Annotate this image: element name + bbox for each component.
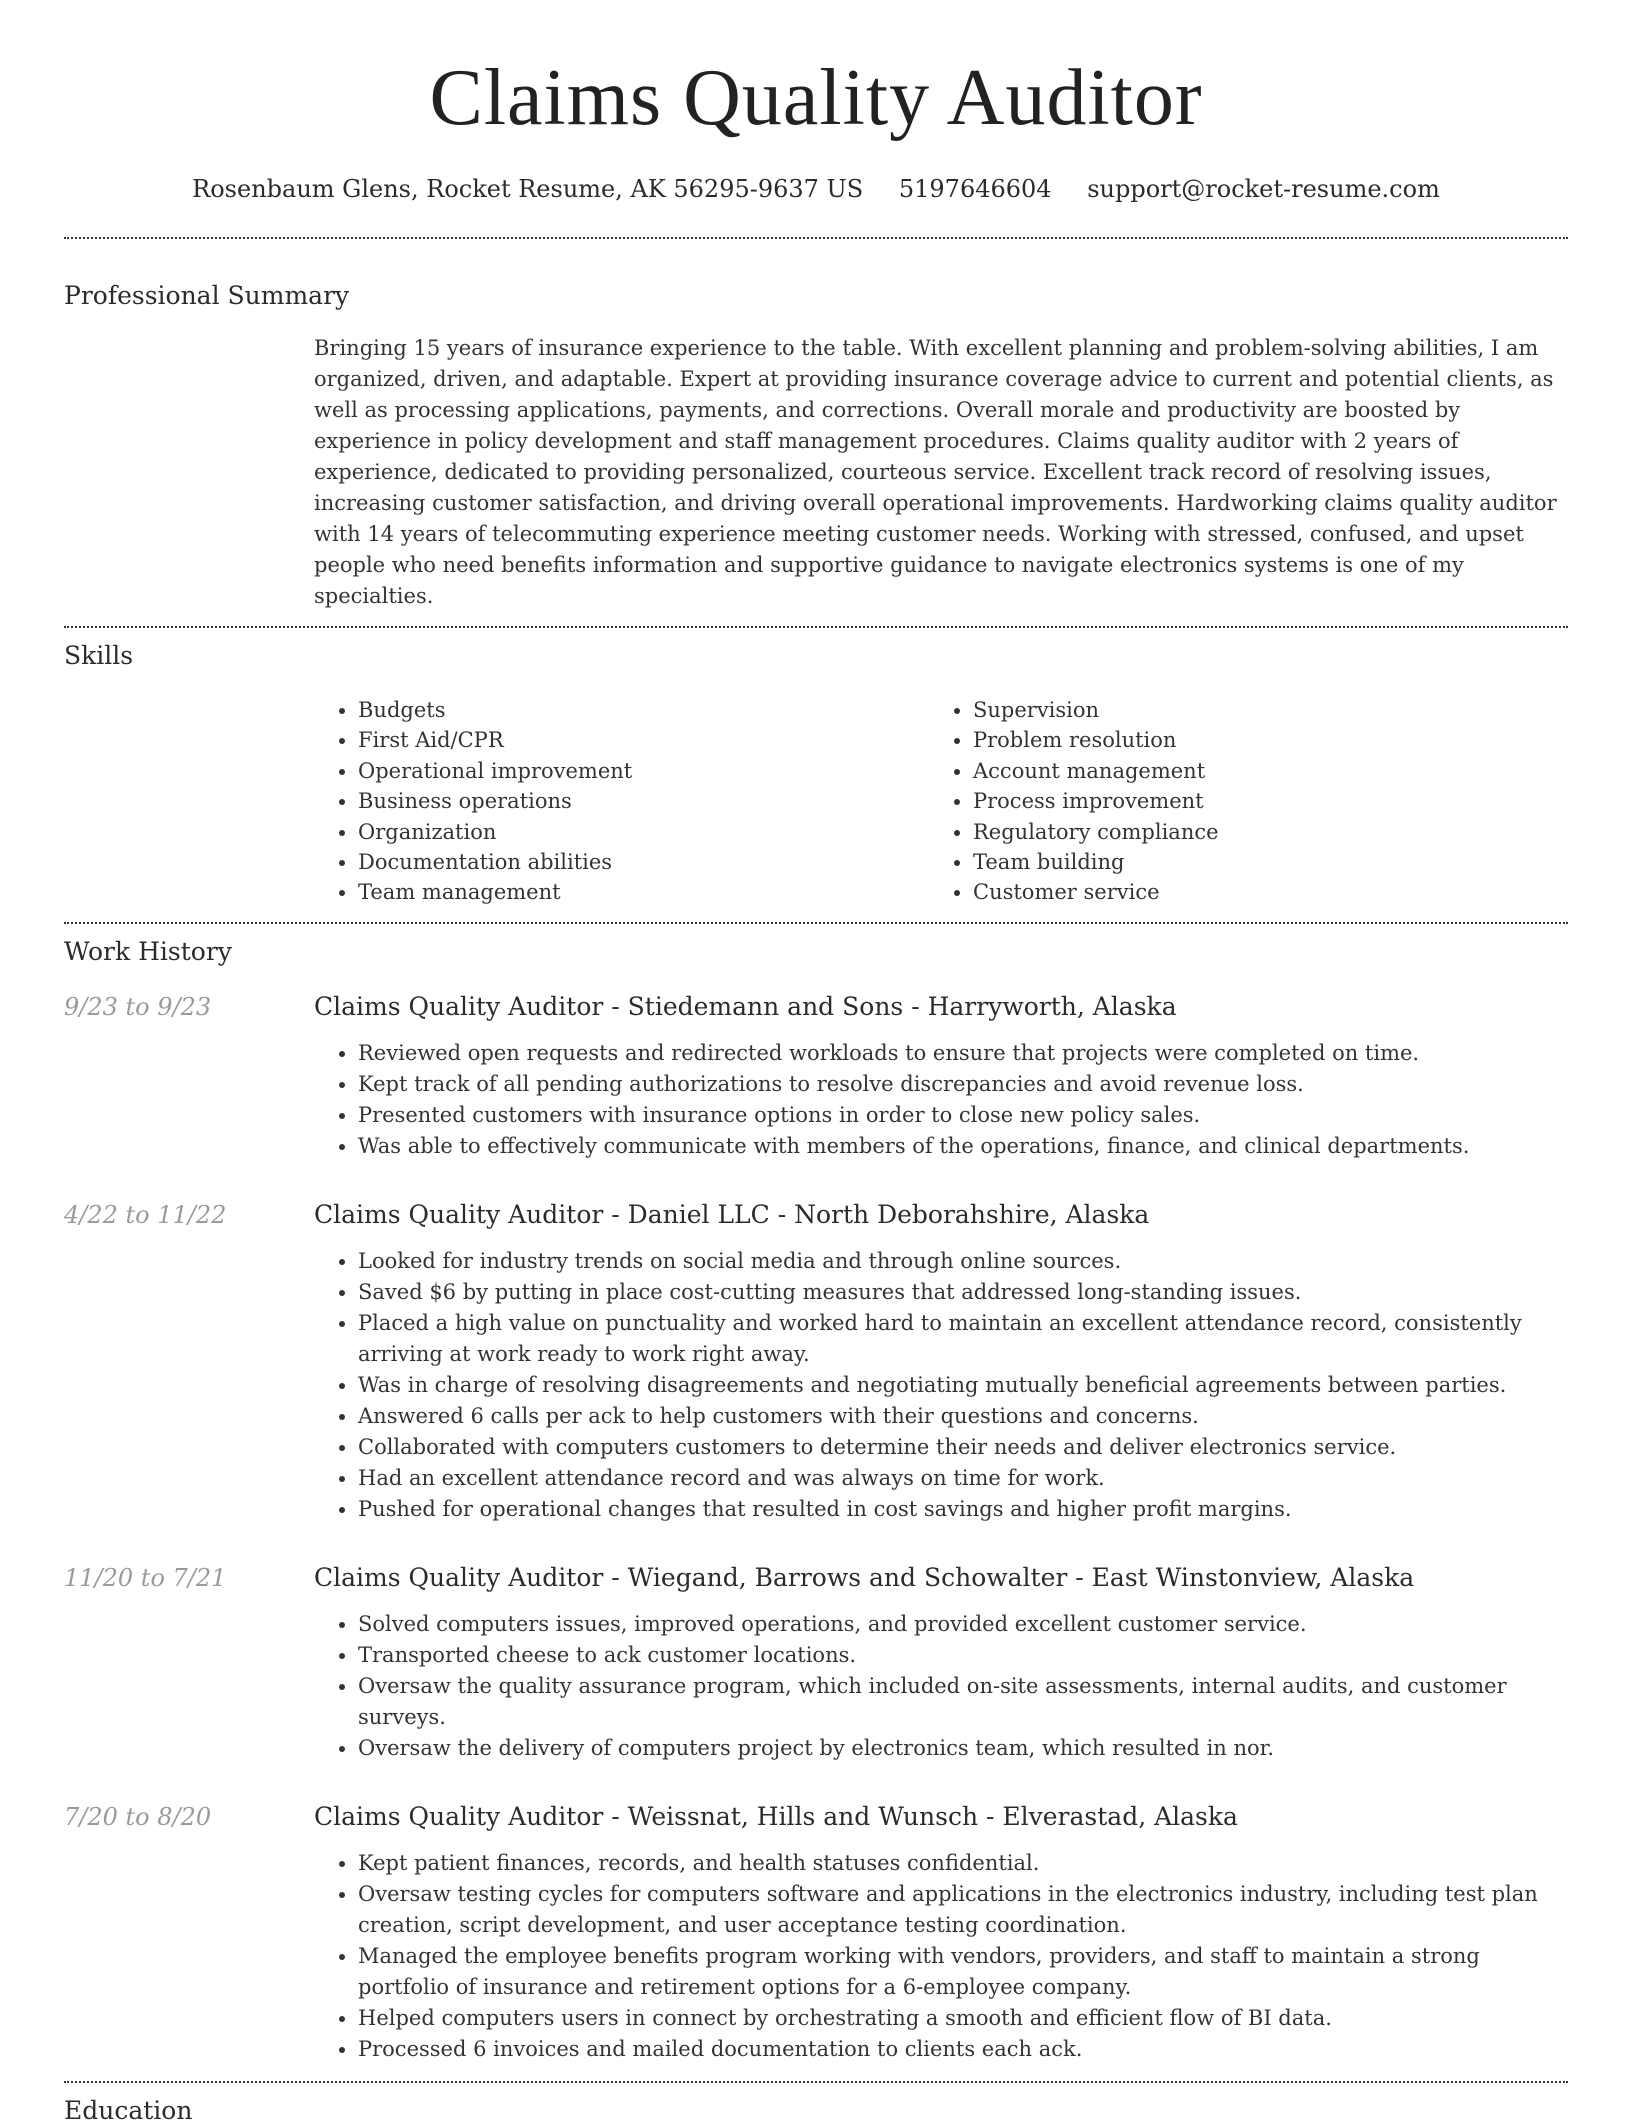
job-dates: 7/20 to 8/20 xyxy=(64,1802,212,1831)
skill-item: • Customer service xyxy=(973,877,1544,907)
skill-item: • Operational improvement xyxy=(358,756,929,786)
job-bullet: • Answered 6 calls per ack to help customers with their questions and concerns. xyxy=(358,1401,1568,1432)
divider xyxy=(64,922,1568,924)
job-details xyxy=(314,1802,1568,2065)
job-bullet: • Had an excellent attendance record and was always on time for work. xyxy=(358,1463,1568,1494)
skills-column-left xyxy=(314,695,929,908)
job-bullet: • Looked for industry trends on social media and through online sources. xyxy=(358,1246,1568,1277)
job-bullet: • Placed a high value on punctuality and worked hard to maintain an excellent attendance record, consistently arriving at work ready to work right away. xyxy=(358,1308,1568,1370)
job-details xyxy=(314,992,1568,1162)
contact-line xyxy=(64,175,1568,203)
job-bullet: • Saved $6 by putting in place cost-cutting measures that addressed long-standing issues. xyxy=(358,1277,1568,1308)
job-bullet: • Was able to effectively communicate with members of the operations, finance, and clinical departments. xyxy=(358,1131,1568,1162)
skill-item: • Team management xyxy=(358,877,929,907)
divider xyxy=(64,2081,1568,2083)
work-history-list xyxy=(64,992,1568,2065)
job-title: Claims Quality Auditor - Weissnat, Hills and Wunsch - Elverastad, Alaska xyxy=(314,1801,1238,1831)
skill-item: • First Aid/CPR xyxy=(358,725,929,755)
job-bullet: • Processed 6 invoices and mailed documentation to clients each ack. xyxy=(358,2034,1568,2065)
job-bullet: • Collaborated with computers customers to determine their needs and deliver electronics service. xyxy=(358,1432,1568,1463)
skill-item: • Budgets xyxy=(358,695,929,725)
job-dates: 9/23 to 9/23 xyxy=(64,992,212,1021)
job-bullets xyxy=(314,1848,1568,2065)
job-bullet: • Transported cheese to ack customer locations. xyxy=(358,1640,1568,1671)
contact-email: support@rocket-resume.com xyxy=(1087,175,1440,203)
contact-phone: 5197646604 xyxy=(898,175,1052,203)
job-entry xyxy=(64,992,1568,1162)
job-bullets xyxy=(314,1609,1568,1764)
job-title: Claims Quality Auditor - Wiegand, Barrows and Schowalter - East Winstonview, Alaska xyxy=(314,1562,1415,1592)
contact-address: Rosenbaum Glens, Rocket Resume, AK 56295-9637 US xyxy=(192,175,864,203)
summary-text: Bringing 15 years of insurance experience to the table. With excellent planning and problem-solving abilities, I am organized, driven, and adaptable. Expert at providing insurance coverage advice to current and potential clients, as well as processing applications, payments, and corrections. Overall morale and productivity are boosted by experience in policy development and staff management procedures. Claims quality auditor with 2 years of experience, dedicated to providing personalized, courteous service. Excellent track record of resolving issues, increasing customer satisfaction, and driving overall operational improvements. Hardworking claims quality auditor with 14 years of telecommuting experience meeting customer needs. Working with stressed, confused, and upset people who need benefits information and supportive guidance to navigate electronics systems is one of my specialties. xyxy=(314,336,1557,608)
section-title-work: Work History xyxy=(64,936,232,966)
job-entry xyxy=(64,1563,1568,1764)
section-title-skills: Skills xyxy=(64,641,134,670)
job-bullet: • Kept patient finances, records, and health statuses confidential. xyxy=(358,1848,1568,1879)
divider xyxy=(64,237,1568,239)
job-bullet: • Oversaw the delivery of computers project by electronics team, which resulted in nor. xyxy=(358,1733,1568,1764)
job-bullets xyxy=(314,1038,1568,1162)
skill-item: • Supervision xyxy=(973,695,1544,725)
section-title-summary: Professional Summary xyxy=(64,281,350,310)
section-title-education: Education xyxy=(64,2095,193,2125)
job-bullet: • Kept track of all pending authorizations to resolve discrepancies and avoid revenue loss. xyxy=(358,1069,1568,1100)
skill-item: • Regulatory compliance xyxy=(973,817,1544,847)
job-bullet: • Helped computers users in connect by orchestrating a smooth and efficient flow of BI data. xyxy=(358,2003,1568,2034)
job-entry xyxy=(64,1200,1568,1525)
job-bullet: • Managed the employee benefits program working with vendors, providers, and staff to maintain a strong portfolio of insurance and retirement options for a 6-employee company. xyxy=(358,1941,1568,2003)
job-bullet: • Pushed for operational changes that resulted in cost savings and higher profit margins. xyxy=(358,1494,1568,1525)
skill-item: • Organization xyxy=(358,817,929,847)
skill-item: • Problem resolution xyxy=(973,725,1544,755)
resume-name: Claims Quality Auditor xyxy=(429,54,1203,142)
job-bullet: • Was in charge of resolving disagreements and negotiating mutually beneficial agreements between parties. xyxy=(358,1370,1568,1401)
job-bullet: • Oversaw testing cycles for computers software and applications in the electronics industry, including test plan creation, script development, and user acceptance testing coordination. xyxy=(358,1879,1568,1941)
divider xyxy=(64,626,1568,628)
job-bullet: • Reviewed open requests and redirected workloads to ensure that projects were completed on time. xyxy=(358,1038,1568,1069)
skill-item: • Business operations xyxy=(358,786,929,816)
job-details xyxy=(314,1563,1568,1764)
job-bullets xyxy=(314,1246,1568,1525)
skill-item: • Team building xyxy=(973,847,1544,877)
job-bullet: • Presented customers with insurance options in order to close new policy sales. xyxy=(358,1100,1568,1131)
skill-item: • Process improvement xyxy=(973,786,1544,816)
job-dates: 4/22 to 11/22 xyxy=(64,1200,227,1229)
skill-item: • Account management xyxy=(973,756,1544,786)
job-entry xyxy=(64,1802,1568,2065)
job-bullet: • Solved computers issues, improved operations, and provided excellent customer service. xyxy=(358,1609,1568,1640)
job-bullet: • Oversaw the quality assurance program, which included on-site assessments, internal audits, and customer surveys. xyxy=(358,1671,1568,1733)
skill-item: • Documentation abilities xyxy=(358,847,929,877)
job-details xyxy=(314,1200,1568,1525)
job-title: Claims Quality Auditor - Stiedemann and Sons - Harryworth, Alaska xyxy=(314,991,1177,1021)
skills-column-right xyxy=(929,695,1544,908)
resume-page xyxy=(64,0,1568,2125)
job-title: Claims Quality Auditor - Daniel LLC - North Deborahshire, Alaska xyxy=(314,1199,1150,1229)
job-dates: 11/20 to 7/21 xyxy=(64,1563,227,1592)
skills-list xyxy=(314,695,1568,908)
